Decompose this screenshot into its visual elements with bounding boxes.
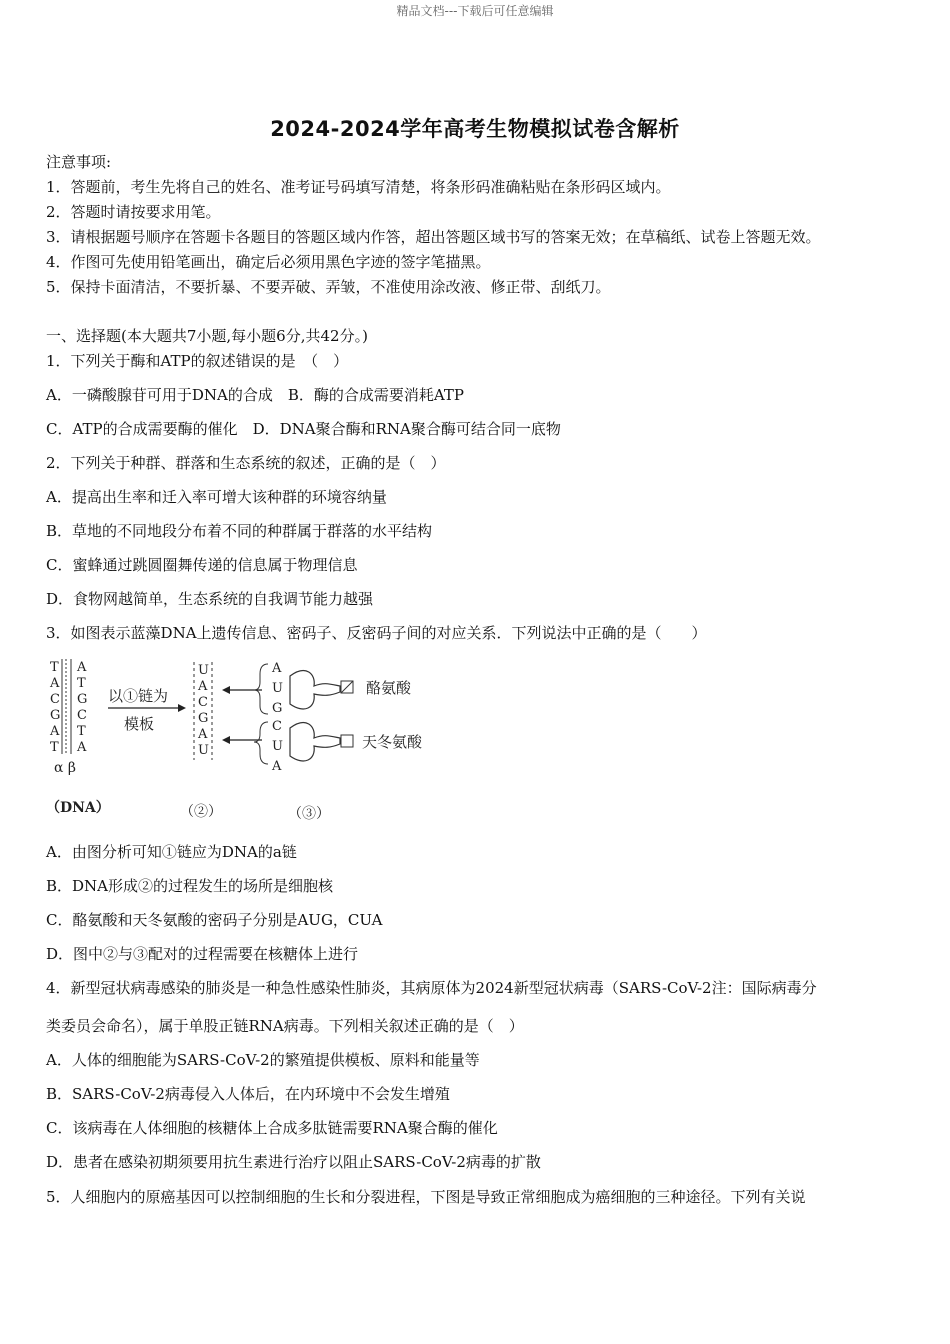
mrna-base: G — [198, 711, 209, 726]
dna-beta-strand — [76, 660, 87, 755]
mrna-base: U — [198, 663, 209, 678]
arrow-head — [178, 704, 186, 712]
amino-acid-2-label: 天冬氨酸 — [362, 733, 423, 751]
question-3-option-c: C．酪氨酸和天冬氨酸的密码子分别是AUG，CUA — [46, 911, 383, 929]
question-3-stem: 3．如图表示蓝藻DNA上遗传信息、密码子、反密码子间的对应关系．下列说法中正确的是（ ） — [46, 624, 707, 642]
caption-dna: （DNA） — [46, 800, 110, 816]
question-1-options-cd: C．ATP的合成需要酶的催化 D．DNA聚合酶和RNA聚合酶可结合同一底物 — [46, 420, 561, 438]
caption-3: （③） — [288, 806, 330, 822]
alpha-base: A — [50, 676, 60, 691]
question-4-option-b: B．SARS-CoV-2病毒侵入人体后，在内环境中不会发生增殖 — [46, 1085, 450, 1103]
question-2-stem: 2．下列关于种群、群落和生态系统的叙述，正确的是（ ） — [46, 454, 446, 472]
alpha-base: T — [50, 660, 59, 675]
dna-alpha-strand — [49, 660, 60, 755]
notice-item-3: 3．请根据题号顺序在答题卡各题目的答题区域内作答，超出答题区域书写的答案无效；在草稿纸、试卷上答题无效。 — [46, 228, 821, 246]
question-4-stem-line-1: 4．新型冠状病毒感染的肺炎是一种急性感染性肺炎，其病原体为2024新型冠状病毒（SARS-CoV-2注：国际病毒分 — [46, 979, 817, 997]
alpha-base: C — [50, 692, 60, 707]
question-4-stem-line-2: 类委员会命名），属于单股正链RNA病毒。下列相关叙述正确的是（ ） — [46, 1017, 524, 1035]
svg-text:U: U — [272, 681, 283, 696]
trna-2-brace — [254, 722, 268, 764]
question-2-option-c: C．蜜蜂通过跳圆圈舞传递的信息属于物理信息 — [46, 556, 358, 574]
mrna-base: A — [198, 727, 208, 742]
svg-text:G: G — [272, 701, 283, 716]
page-header-note: 精品文档---下载后可任意编辑 — [396, 4, 554, 18]
question-1-stem: 1．下列关于酶和ATP的叙述错误的是 （ ） — [46, 352, 349, 370]
mrna-strand — [197, 663, 209, 758]
question-3-option-b: B．DNA形成②的过程发生的场所是细胞核 — [46, 877, 334, 895]
beta-base: T — [77, 724, 86, 739]
svg-text:U: U — [272, 739, 283, 754]
amino-acid-2-box — [341, 735, 353, 747]
beta-base: A — [77, 660, 87, 675]
beta-base: A — [77, 740, 87, 755]
notice-item-4: 4．作图可先使用铅笔画出，确定后必须用黑色字迹的签字笔描黑。 — [46, 253, 491, 271]
question-4-option-a: A．人体的细胞能为SARS-CoV-2的繁殖提供模板、原料和能量等 — [46, 1051, 480, 1069]
question-4-option-c: C．该病毒在人体细胞的核糖体上合成多肽链需要RNA聚合酶的催化 — [46, 1119, 498, 1137]
trna-1-shape — [290, 671, 340, 709]
question-3-option-a: A．由图分析可知①链应为DNA的a链 — [46, 843, 297, 861]
mrna-base: A — [198, 679, 208, 694]
page-title: 2024-2024学年高考生物模拟试卷含解析 — [270, 117, 680, 141]
question-4-option-d: D．患者在感染初期须要用抗生素进行治疗以阻止SARS-CoV-2病毒的扩散 — [46, 1153, 541, 1171]
mrna-base: U — [198, 743, 209, 758]
question-3-option-d: D．图中②与③配对的过程需要在核糖体上进行 — [46, 945, 359, 963]
beta-base: T — [77, 676, 86, 691]
notice-item-2: 2．答题时请按要求用笔。 — [46, 203, 221, 221]
question-2-option-a: A．提高出生率和迁入率可增大该种群的环境容纳量 — [46, 488, 387, 506]
mrna-base: C — [198, 695, 208, 710]
notice-item-1: 1．答题前，考生先将自己的姓名、准考证号码填写清楚，将条形码准确粘贴在条形码区域内。 — [46, 178, 671, 196]
question-2-option-d: D．食物网越简单，生态系统的自我调节能力越强 — [46, 590, 374, 608]
alpha-base: G — [50, 708, 61, 723]
trna-1-anticodon — [271, 661, 283, 716]
trna-2-shape — [290, 723, 340, 761]
amino-acid-1-label: 酪氨酸 — [366, 679, 412, 697]
beta-base: C — [77, 708, 87, 723]
arrow-label-2: 模板 — [124, 715, 155, 733]
strand-labels: α β — [54, 760, 76, 776]
svg-text:C: C — [272, 719, 282, 734]
svg-text:A: A — [272, 759, 282, 774]
notice-item-5: 5．保持卡面清洁，不要折暴、不要弄破、弄皱，不准使用涂改液、修正带、刮纸刀。 — [46, 278, 611, 296]
question-5-stem: 5．人细胞内的原癌基因可以控制细胞的生长和分裂进程，下图是导致正常细胞成为癌细胞的三种途径。下列有关说 — [46, 1188, 806, 1206]
dna-translation-diagram — [44, 656, 444, 826]
alpha-base: T — [50, 740, 59, 755]
arrow-label-1: 以①链为 — [108, 687, 169, 705]
notice-heading: 注意事项: — [46, 153, 112, 171]
question-1-options-ab: A．一磷酸腺苷可用于DNA的合成 B．酶的合成需要消耗ATP — [46, 386, 464, 404]
svg-text:A: A — [272, 661, 282, 676]
alpha-base: A — [50, 724, 60, 739]
beta-base: G — [77, 692, 88, 707]
caption-2: （②） — [180, 804, 222, 820]
section-heading: 一、选择题(本大题共7小题,每小题6分,共42分。) — [46, 327, 368, 345]
question-2-option-b: B．草地的不同地段分布着不同的种群属于群落的水平结构 — [46, 522, 433, 540]
trna-1-brace — [254, 664, 268, 714]
trna-2-anticodon — [271, 719, 283, 774]
